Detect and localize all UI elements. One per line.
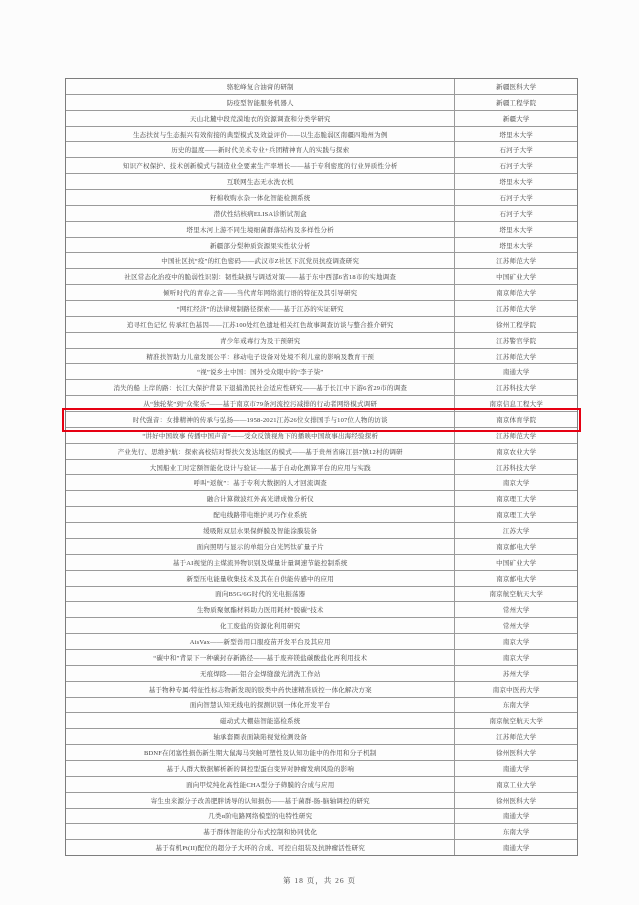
project-title-cell: 融合计算微波红外高光谱成像分析仪 xyxy=(206,496,314,504)
table-row xyxy=(66,317,577,333)
university-cell: 东南大学 xyxy=(454,824,577,839)
project-title-cell: 籽棉收购水杂一体化智能检测系统 xyxy=(209,194,311,202)
project-title-cell: 骆驼峰复合油膏的研制 xyxy=(226,83,294,91)
table-row xyxy=(66,745,577,761)
table-row xyxy=(66,333,577,349)
university-cell: 石河子大学 xyxy=(454,158,577,173)
project-title-cell: 基于AI视觉的主煤流异物识别及煤量计量调速节能控制系统 xyxy=(172,559,348,567)
university-cell: 南京大学 xyxy=(454,475,577,490)
table-row xyxy=(66,380,577,396)
project-title-cell: 新疆部分梨种质资源果实性状分析 xyxy=(209,242,311,250)
project-title-cell: 面向甲烷纯化高性能CHA型分子筛膜的合成与应用 xyxy=(186,781,335,789)
table-row xyxy=(66,95,577,111)
university-cell: 徐州工程学院 xyxy=(454,317,577,332)
project-title-cell: “讲好中国故事 传播中国声音”——受众反馈视角下的播映中国故事出海经验探析 xyxy=(142,432,379,440)
university-cell: 南通大学 xyxy=(454,809,577,824)
university-cell: 江苏大学 xyxy=(454,523,577,538)
university-cell: 江苏师范大学 xyxy=(454,428,577,443)
project-title-cell: 追寻红色记忆 传承红色基因——江苏100处红色遗址相关红色故事调查访谈与整合推介研究 xyxy=(126,321,394,329)
project-title-cell: 历史的温度——新时代美术专业+兵团精神育人的实践与探索 xyxy=(171,147,350,155)
project-title-cell: 基于物种专属/特征性标志物新发现的胶类中药快速精准质控一体化解决方案 xyxy=(148,686,372,694)
project-title-cell: 产业先行、思维护航：探索高校结对帮扶欠发达地区的模式——基于贵州省麻江县7镇12村的调研 xyxy=(117,448,403,456)
university-cell: 南通大学 xyxy=(454,840,577,855)
university-cell: 新疆医科大学 xyxy=(454,79,577,94)
project-title-cell: 基于人群大数据解析新的调控型蛋白变异对肿瘤发病风险的影响 xyxy=(166,765,355,773)
university-cell: 南京农业大学 xyxy=(454,444,577,459)
table-row xyxy=(66,269,577,285)
project-title-cell: 生态扶贫与生态振兴有效衔接的典型模式及效益评价——以生态脆弱区南疆四地州为例 xyxy=(132,131,388,139)
project-title-cell: 精准扶智助力儿童发展公平：移动电子设备对处境不利儿童的影响及教育干预 xyxy=(146,353,375,361)
table-row xyxy=(66,555,577,571)
university-cell: 中国矿业大学 xyxy=(454,269,577,284)
table-row xyxy=(66,809,577,825)
table-row xyxy=(66,444,577,460)
table-row xyxy=(66,222,577,238)
project-title-cell: 互联网生态无水洗衣机 xyxy=(226,179,294,187)
table-row xyxy=(66,364,577,380)
project-title-cell: “网红经济”的法律规制路径探索——基于江苏的实证研究 xyxy=(176,305,344,313)
table-row xyxy=(66,111,577,127)
project-title-cell: 知识产权保护、技术创新模式与制造业全要素生产率增长——基于专利密度的行业异质性分析 xyxy=(122,163,398,171)
university-cell: 南京邮电大学 xyxy=(454,539,577,554)
table-row xyxy=(66,824,577,840)
project-title-cell: 天山北麓中段荒漠地衣的资源调查和分类学研究 xyxy=(189,115,331,123)
project-title-cell: 青少年戒毒行为及干预研究 xyxy=(220,337,301,345)
project-title-cell: 消失的船 上岸的路：长江大保护背景下退捕渔民社会适应性研究——基于长江中下游6省29市的调查 xyxy=(113,385,408,393)
table-row xyxy=(66,428,577,444)
university-cell: 苏州大学 xyxy=(454,666,577,681)
table-row xyxy=(66,698,577,714)
table-row xyxy=(66,174,577,190)
project-title-cell: 缓吸附双层水果保鲜膜及智能涂膜装备 xyxy=(203,527,318,535)
university-cell: 江苏警官学院 xyxy=(454,333,577,348)
university-cell: 塔里木大学 xyxy=(454,127,577,142)
table-row xyxy=(66,491,577,507)
project-title-cell: 生物质聚氨酯材料助力医用耗材“脱碳”技术 xyxy=(196,607,324,615)
university-cell: 江苏师范大学 xyxy=(454,301,577,316)
university-cell: 塔里木大学 xyxy=(454,174,577,189)
university-cell: 南京大学 xyxy=(454,634,577,649)
university-cell: 石河子大学 xyxy=(454,142,577,157)
table-row xyxy=(66,206,577,222)
table-row xyxy=(66,539,577,555)
university-cell: 南京中医药大学 xyxy=(454,682,577,697)
university-cell: 徐州医科大学 xyxy=(454,745,577,760)
project-title-cell: “碳中和”背景下一种碳封存新路径——基于废弃镁盐碳酸盐化再利用技术 xyxy=(153,654,368,662)
project-title-cell: 从“独轮桨”到“众桨乐”——基于南京市79条河流控污减排的行动者网络模式调研 xyxy=(143,401,378,409)
project-title-cell: 磁动式大棚菇智能巡检系统 xyxy=(220,718,301,726)
university-cell: 新疆工程学院 xyxy=(454,95,577,110)
project-title-cell: 呼叫“返航”：基于专利大数据的人才回流调查 xyxy=(193,480,327,488)
table-row xyxy=(66,507,577,523)
project-title-cell: 面向照明与显示的单组分白光钙钛矿量子片 xyxy=(196,543,324,551)
table-row xyxy=(66,460,577,476)
project-title-cell: 潜伏性结核病ELISA诊断试剂盒 xyxy=(213,210,307,218)
university-cell: 石河子大学 xyxy=(454,206,577,221)
project-title-cell: 倾听时代的青春之音——当代青年网络流行语的特征及其引导研究 xyxy=(163,290,358,298)
project-title-cell: 社区常态化治疫中的脆弱性识别：韧性缺损与调适对策——基于东中西部6省18市的实地调查 xyxy=(124,274,397,282)
project-title-cell: 几类α阶电路网络模型的电特性研究 xyxy=(208,813,313,821)
project-title-cell: 面向B5G/6G时代的光电振荡器 xyxy=(215,591,306,599)
university-cell: 塔里木大学 xyxy=(454,222,577,237)
table-row xyxy=(66,396,577,412)
university-cell: 徐州医科大学 xyxy=(454,793,577,808)
table-row xyxy=(66,238,577,254)
table-row xyxy=(66,285,577,301)
university-cell: 江苏师范大学 xyxy=(454,253,577,268)
university-cell: 南京工业大学 xyxy=(454,777,577,792)
university-cell: 石河子大学 xyxy=(454,190,577,205)
university-cell: 江苏师范大学 xyxy=(454,729,577,744)
table-row xyxy=(66,253,577,269)
project-title-cell: 大国船业工时定额智能化设计与验证——基于自动化测算平台的应用与实践 xyxy=(149,464,371,472)
table-row xyxy=(66,158,577,174)
university-cell: 南京信息工程大学 xyxy=(454,396,577,411)
project-title-cell: 配电线路带电维护灵巧作业系统 xyxy=(213,512,308,520)
university-cell: 中国矿业大学 xyxy=(454,555,577,570)
project-title-cell: 化工废盐的资源化利用研究 xyxy=(220,623,301,631)
university-cell: 南通大学 xyxy=(454,364,577,379)
university-cell: 南京航空航天大学 xyxy=(454,587,577,602)
table-row xyxy=(66,634,577,650)
page-footer: 第 18 页，共 26 页 xyxy=(283,876,356,885)
project-title-cell: AisVax——新型兽用口服疫苗开发平台及其应用 xyxy=(189,639,331,646)
highlighted-row xyxy=(66,412,577,428)
project-title-cell: 基于群体智能的分布式控制和协同优化 xyxy=(203,829,318,837)
university-cell: 常州大学 xyxy=(454,602,577,617)
university-cell: 常州大学 xyxy=(454,618,577,633)
table-row xyxy=(66,523,577,539)
table-row xyxy=(66,79,577,95)
university-cell: 新疆大学 xyxy=(454,111,577,126)
project-title-cell: 无痕焊除——铝合金焊缝激光清洗工作站 xyxy=(199,670,321,678)
table-row xyxy=(66,618,577,634)
table-row xyxy=(66,301,577,317)
university-cell: 南京大学 xyxy=(454,650,577,665)
table-row xyxy=(66,650,577,666)
university-cell: 南京邮电大学 xyxy=(454,571,577,586)
table-row xyxy=(66,602,577,618)
university-cell: 塔里木大学 xyxy=(454,238,577,253)
university-cell: 南京航空航天大学 xyxy=(454,713,577,728)
project-title-cell: BDNF在闭塞性损伤新生期大鼠海马突触可塑性及认知功能中的作用和分子机制 xyxy=(143,750,377,758)
university-cell: 南京体育学院 xyxy=(454,412,577,427)
table-row xyxy=(66,840,577,855)
project-title-cell: 新型压电能量收集技术及其在自供能传感中的应用 xyxy=(186,575,334,583)
university-cell: 江苏科技大学 xyxy=(454,380,577,395)
table-row xyxy=(66,571,577,587)
university-cell: 江苏科技大学 xyxy=(454,460,577,475)
project-title-cell: 轴承套圈表面缺陷视觉检测设备 xyxy=(213,734,308,742)
project-title-cell: 中国社区抗“疫”的红色密码——武汉市Z社区下沉党员抗疫调查研究 xyxy=(161,258,360,266)
table-row xyxy=(66,475,577,491)
university-cell: 南京理工大学 xyxy=(454,491,577,506)
university-cell: 南京师范大学 xyxy=(454,285,577,300)
project-title-cell: 防疫型智能服务机器人 xyxy=(226,99,294,107)
project-title-cell: 塔里木河上游不同生境细菌群落结构及多样性分析 xyxy=(186,226,334,234)
table-row xyxy=(66,142,577,158)
table-row xyxy=(66,713,577,729)
university-cell: 南通大学 xyxy=(454,761,577,776)
table-row xyxy=(66,349,577,365)
table-row xyxy=(66,761,577,777)
projects-table xyxy=(65,78,578,856)
table-row xyxy=(66,666,577,682)
table-row xyxy=(66,777,577,793)
project-title-cell: “视”说乡土中国：国外受众眼中的“李子柒” xyxy=(197,369,324,377)
university-cell: 南京理工大学 xyxy=(454,507,577,522)
project-title-cell: 基于有机Pt(II)配位的超分子大环的合成、可控自组装及抗肿瘤活性研究 xyxy=(155,845,366,853)
table-row xyxy=(66,682,577,698)
table-row xyxy=(66,587,577,603)
project-title-cell: 面向智慧认知无线电的探测识别一体化开发平台 xyxy=(189,702,331,710)
university-cell: 东南大学 xyxy=(454,698,577,713)
table-row xyxy=(66,190,577,206)
university-cell: 江苏师范大学 xyxy=(454,349,577,364)
project-title-cell: 寄生虫来源分子改善肥胖诱导的认知损伤——基于菌群-肠-脑轴调控的研究 xyxy=(150,797,370,805)
table-row xyxy=(66,729,577,745)
project-title-cell: 时代强音：女排精神的传承与弘扬——1958-2021江苏26位女排国手与107位人物的访谈 xyxy=(132,416,388,424)
table-row xyxy=(66,793,577,809)
table-row xyxy=(66,127,577,143)
